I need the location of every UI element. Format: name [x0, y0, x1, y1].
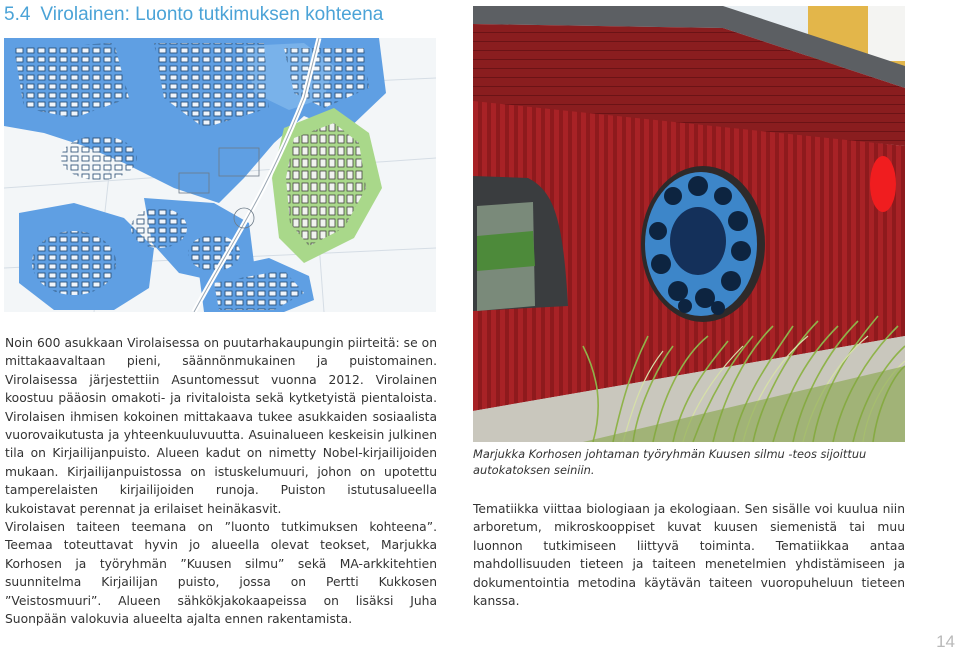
paragraph-theme: Virolaisen taiteen teemana on ”luonto tutkimuksen kohteena”. Teemaa toteuttavat hyvin jo alueella olevat teokset, Marjukka Korhosen ja työryhmän ”Kuusen silmu” sekä MA-arkkitehtien suunnitelma Kirjailijan puisto, jossa on Pertti Kukkosen ”Veistosmuuri”. Alueen sähkökjakokaapeissa on lisäksi Juha Suonpään valokuvia alueelta ajalta ennen rakentamista.: [5, 520, 437, 627]
section-title: Virolainen: Luonto tutkimuksen kohteena: [40, 4, 384, 25]
section-number: 5.4: [4, 4, 31, 25]
site-plan-map: [4, 38, 436, 312]
photo-caption: Marjukka Korhosen johtaman työryhmän Kuusen silmu -teos sijoittuu autokatoksen seiniin.: [473, 447, 867, 477]
paragraph-thematics: Tematiikka viittaa biologiaan ja ekologiaan. Sen sisälle voi kuulua niin arboretum, mikroskooppiset kuvat kuusen siemenistä tai muu luonnon tutkimiseen liittyvä toiminta. Tematiikkaa antaa mahdollisuuden tieteen ja taiteen menetelmien yhdistämiseen ja dokumentointia metodina käytävän taiteen vuoropuheluun tieteen kanssa.: [473, 502, 905, 609]
paragraph-intro: Noin 600 asukkaan Virolaisessa on puutarhakaupungin piirteitä: se on mittakaavaltaan pieni, säännönmukainen ja puistomainen. Virolaisessa järjestettiin Asuntomessut vuonna 2012. Virolainen koostuu pääosin omakoti- ja rivitaloista sekä kytketyistä pientaloista. Virolaisen ihmisen kokoinen mittakaava tukee asukkaiden sosiaalista vuorovaikutusta ja yhteenkuuluvuutta. Asuinalueen keskeisin julkinen tila on Kirjailijanpuisto. Alueen kadut on nimetty Nobel-kirjailijoiden mukaan. Kirjailijanpuistossa on istuskelumuuri, johon on upotettu tamperelaisten kirjailijoiden runoja. Puiston istutusalueella kukoistavat perennat ja erilaiset heinäkasvit.: [5, 336, 437, 516]
page-number: 14: [936, 632, 955, 651]
kuusen-silmu-photo: [473, 6, 905, 442]
section-heading: [4, 4, 383, 26]
site-plan-drawing: [4, 38, 436, 312]
artwork-photo: [473, 6, 905, 442]
